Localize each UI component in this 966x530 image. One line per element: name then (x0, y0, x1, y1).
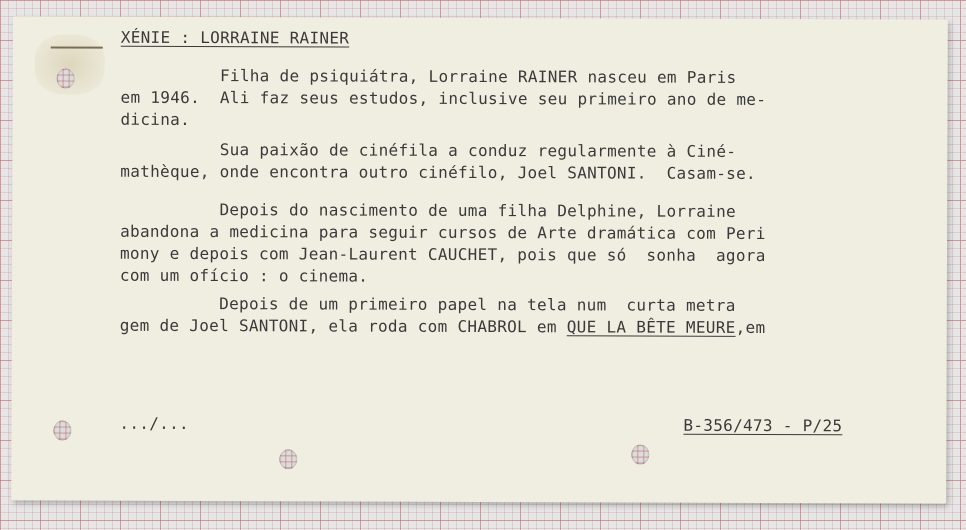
paragraph-3-line-1: Depois do nascimento de uma filha Delphine, Lorraine (120, 199, 737, 221)
paragraph-2-line-2: mathèque, onde encontra outro cinéfilo, Joel SANTONI. Casam-se. (120, 161, 757, 183)
paragraph-2 (120, 139, 756, 185)
paragraph-1-line-3: dicina. (120, 109, 191, 129)
corner-mark (51, 47, 103, 49)
punch-hole-top-left (57, 69, 75, 89)
paragraph-4-line-1: Depois de um primeiro papel na tela num curta metra (119, 293, 736, 315)
paragraph-1 (120, 65, 766, 133)
paragraph-1-line-2: em 1946. Ali faz seus estudos, inclusive seu primeiro ano de me- (120, 87, 767, 109)
punch-hole-bottom-middle (279, 449, 297, 469)
card-heading: XÉNIE : LORRAINE RAINER (120, 27, 350, 48)
paragraph-3-line-2: abandona a medicina para seguir cursos de Arte dramática com Peri (120, 221, 766, 243)
reference-code: B-356/473 - P/25 (683, 415, 843, 436)
paragraph-4 (120, 293, 766, 339)
film-title: QUE LA BÊTE MEURE (566, 317, 736, 337)
index-card (11, 16, 948, 503)
paragraph-3-line-3: mony e depois com Jean-Laurent CAUCHET, pois que só sonha agora (119, 243, 766, 265)
paragraph-3-line-4: com um ofício : o cinema. (119, 265, 369, 286)
paragraph-1-line-1: Filha de psiquiátra, Lorraine RAINER nasceu em Paris (120, 65, 737, 87)
paragraph-4-line-2-start: gem de Joel SANTONI, ela roda com CHABROL em (119, 315, 567, 337)
paragraph-2-line-1: Sua paixão de cinéfila a conduz regularmente à Ciné- (120, 139, 737, 161)
paragraph-3 (120, 199, 766, 289)
punch-hole-bottom-right (631, 445, 649, 465)
continuation-mark: .../... (119, 413, 189, 433)
punch-hole-bottom-left (53, 421, 71, 441)
paragraph-4-line-2-end: ,em (735, 317, 766, 337)
